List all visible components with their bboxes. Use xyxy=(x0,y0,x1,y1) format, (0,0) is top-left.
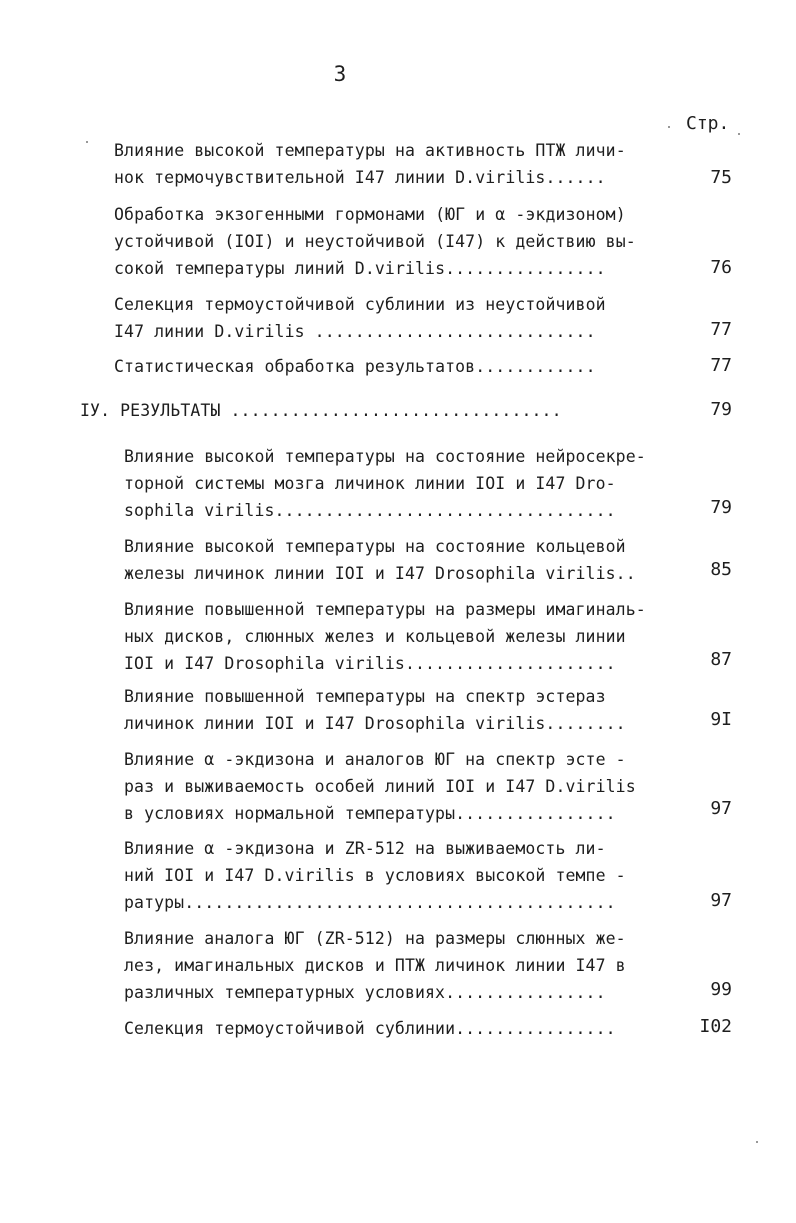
toc-entry-line: Обработка экзогенными гормонами (ЮГ и α -экдизоном) xyxy=(114,205,626,224)
toc-entry-5 xyxy=(124,443,646,524)
toc-entry-4 xyxy=(114,353,596,380)
page-column-label: Стр. xyxy=(686,113,730,134)
toc-entry-page: 75 xyxy=(710,167,732,188)
toc-entry-8 xyxy=(124,683,626,737)
toc-entry-line: I47 линии D.virilis ............................ xyxy=(114,322,596,341)
toc-entry-page: 97 xyxy=(710,890,732,911)
toc-entry-11 xyxy=(124,925,626,1006)
toc-entry-page: 99 xyxy=(710,979,732,1000)
toc-section-heading xyxy=(80,397,562,424)
toc-entry-line: IOI и I47 Drosophila virilis..................... xyxy=(124,654,616,673)
toc-entry-line: Влияние α -экдизона и аналогов ЮГ на спектр эсте - xyxy=(124,750,626,769)
toc-entry-line: сокой температуры линий D.virilis................ xyxy=(114,259,606,278)
toc-entry-line: ных дисков, слюнных желез и кольцевой железы линии xyxy=(124,627,626,646)
toc-entry-line: Влияние высокой температуры на состояние нейросекре- xyxy=(124,447,646,466)
toc-entry-page: 97 xyxy=(710,798,732,819)
toc-entry-page: 9I xyxy=(710,709,732,730)
toc-entry-line: устойчивой (IOI) и неустойчивой (I47) к действию вы- xyxy=(114,232,636,251)
toc-entry-page: 76 xyxy=(710,257,732,278)
toc-entry-line: Влияние высокой температуры на активность ПТЖ личи- xyxy=(114,141,626,160)
toc-entry-line: Влияние повышенной температуры на размеры имагиналь- xyxy=(124,600,646,619)
scan-speck xyxy=(738,133,740,135)
toc-entry-line: различных температурных условиях................ xyxy=(124,983,606,1002)
toc-entry-1 xyxy=(114,137,626,191)
toc-entry-line: в условиях нормальной температуры................ xyxy=(124,804,616,823)
toc-entry-line: Селекция термоустойчивой сублинии................ xyxy=(124,1019,616,1038)
scan-speck xyxy=(86,141,88,143)
toc-entry-line: Влияние высокой температуры на состояние кольцевой xyxy=(124,537,626,556)
toc-entry-page: 79 xyxy=(710,399,732,420)
toc-entry-page: 77 xyxy=(710,319,732,340)
toc-entry-line: ратуры........................................... xyxy=(124,893,616,912)
scan-speck xyxy=(668,126,670,128)
toc-entry-line: Влияние повышенной температуры на спектр эстераз xyxy=(124,687,606,706)
toc-entry-page: 77 xyxy=(710,355,732,376)
toc-entry-line: раз и выживаемость особей линий IOI и I47 D.virilis xyxy=(124,777,636,796)
toc-entry-9 xyxy=(124,746,636,827)
scan-speck xyxy=(756,1141,758,1143)
toc-entry-line: лез, имагинальных дисков и ПТЖ личинок линии I47 в xyxy=(124,956,626,975)
toc-entry-page: 85 xyxy=(710,559,732,580)
toc-entry-page: 79 xyxy=(710,497,732,518)
toc-entry-12 xyxy=(124,1015,616,1042)
toc-entry-line: Селекция термоустойчивой сублинии из неустойчивой xyxy=(114,295,606,314)
toc-entry-page: I02 xyxy=(699,1016,732,1037)
toc-entry-line: Влияние аналога ЮГ (ZR-512) на размеры слюнных же- xyxy=(124,929,626,948)
toc-entry-line: Влияние α -экдизона и ZR-512 на выживаемость ли- xyxy=(124,839,606,858)
toc-entry-line: ний IOI и I47 D.virilis в условиях высокой темпе - xyxy=(124,866,626,885)
toc-entry-10 xyxy=(124,835,626,916)
toc-entry-line: нок термочувствительной I47 линии D.virilis...... xyxy=(114,168,606,187)
page-number: 3 xyxy=(333,62,347,86)
toc-entry-line: Статистическая обработка результатов............ xyxy=(114,357,596,376)
toc-entry-7 xyxy=(124,596,646,677)
toc-entry-2 xyxy=(114,201,636,282)
toc-entry-line: торной системы мозга личинок линии IOI и I47 Dro- xyxy=(124,474,616,493)
toc-entry-page: 87 xyxy=(710,649,732,670)
toc-entry-line: IУ. РЕЗУЛЬТАТЫ ................................. xyxy=(80,401,562,420)
toc-entry-line: железы личинок линии IOI и I47 Drosophila virilis.. xyxy=(124,564,636,583)
toc-entry-line: личинок линии IOI и I47 Drosophila virilis........ xyxy=(124,714,626,733)
toc-entry-6 xyxy=(124,533,636,587)
toc-entry-line: sophila virilis.................................. xyxy=(124,501,616,520)
toc-entry-3 xyxy=(114,291,606,345)
